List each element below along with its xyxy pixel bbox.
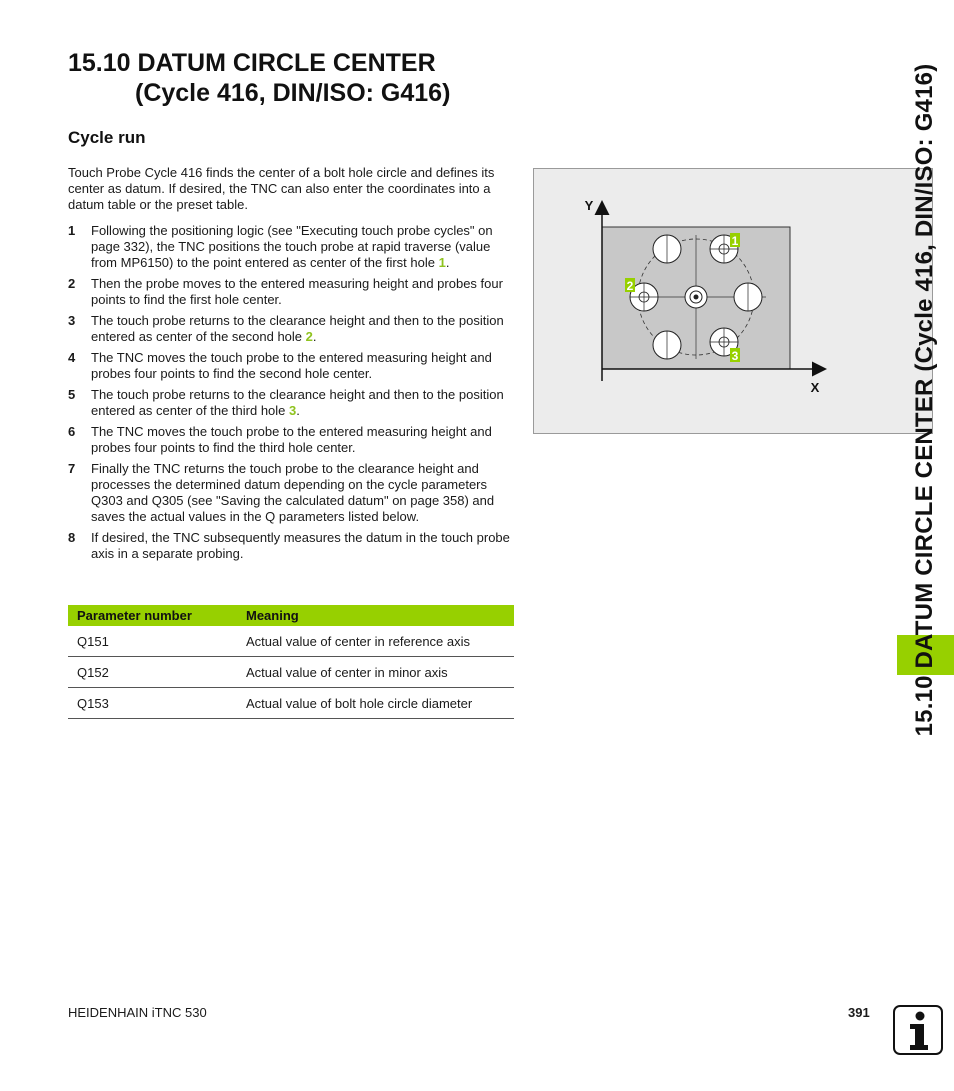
table-header-parameter: Parameter number: [68, 605, 246, 626]
page-title: [68, 48, 450, 108]
table-row: [68, 626, 514, 657]
step-item: [68, 313, 514, 345]
step-item: [68, 350, 514, 382]
step-item: [68, 530, 514, 562]
step-text: The TNC moves the touch probe to the entered measuring height and probes four points to find the third hole center.: [91, 424, 492, 455]
step-number: 7: [68, 461, 76, 476]
step-number: 2: [68, 276, 76, 291]
step-number: 8: [68, 530, 76, 545]
figure-drawing: [534, 169, 932, 433]
step-text: Following the positioning logic (see "Executing touch probe cycles" on page 332), the TNC positions the touch probe at rapid traverse (value from MP6150) to the point entered as center of the first hole: [91, 223, 493, 270]
label-2: 2: [626, 279, 634, 293]
step-highlight: 2: [305, 329, 313, 344]
step-number: 1: [68, 223, 76, 238]
datum-center: [685, 286, 707, 308]
label-1: 1: [731, 234, 739, 248]
step-tail: .: [312, 329, 317, 344]
side-running-title: 15.10 DATUM CIRCLE CENTER (Cycle 416, DIN/ISO: G416): [911, 63, 938, 737]
table-header-row: [68, 605, 514, 626]
step-number: 5: [68, 387, 76, 402]
step-item: [68, 387, 514, 419]
step-item: [68, 223, 514, 271]
title-line-2: (Cycle 416, DIN/ISO: G416): [135, 79, 451, 107]
bolt-circle-figure: [533, 168, 933, 434]
title-line-1: 15.10 DATUM CIRCLE CENTER: [68, 49, 436, 77]
step-number: 6: [68, 424, 76, 439]
hole: [734, 283, 762, 311]
body-text: [68, 165, 514, 567]
step-text: The touch probe returns to the clearance height and then to the position entered as center of the second hole: [91, 313, 504, 344]
step-number: 3: [68, 313, 76, 328]
step-item: [68, 461, 514, 525]
info-icon: [893, 1005, 943, 1055]
table-cell-parameter: Q152: [68, 657, 246, 688]
step-item: [68, 424, 514, 456]
table-cell-meaning: Actual value of center in minor axis: [246, 657, 514, 688]
intro-paragraph: Touch Probe Cycle 416 finds the center of a bolt hole circle and defines its center as datum. If desired, the TNC can also enter the coordinates into a datum table or the preset table.: [68, 165, 495, 212]
table-row: [68, 657, 514, 688]
section-heading: Cycle run: [68, 128, 146, 147]
table-cell-meaning: Actual value of center in reference axis: [246, 626, 514, 657]
table-cell-parameter: Q151: [68, 626, 246, 657]
table-row: [68, 688, 514, 719]
step-item: [68, 276, 514, 308]
step-text: Then the probe moves to the entered measuring height and probes four points to find the first hole center.: [91, 276, 503, 307]
step-tail: .: [445, 255, 450, 270]
x-axis-label: X: [810, 380, 820, 395]
step-highlight: 3: [289, 403, 297, 418]
info-icon-glyph: [895, 1007, 941, 1053]
hole: [653, 331, 681, 359]
step-text: The touch probe returns to the clearance height and then to the position entered as center of the third hole: [91, 387, 504, 418]
step-text: Finally the TNC returns the touch probe to the clearance height and processes the determined datum depending on the cycle parameters Q303 and Q305 (see "Saving the calculated datum" on page 358) and saves the actual values in the Q parameters listed below.: [91, 461, 495, 524]
step-list: [68, 223, 514, 562]
step-text: If desired, the TNC subsequently measures the datum in the touch probe axis in a separate probing.: [91, 530, 510, 561]
label-3: 3: [731, 349, 739, 363]
table-cell-meaning: Actual value of bolt hole circle diameter: [246, 688, 514, 719]
step-number: 4: [68, 350, 76, 365]
footer-product-name: HEIDENHAIN iTNC 530: [68, 1005, 207, 1020]
parameter-table: [68, 605, 514, 719]
page-number: 391: [848, 1005, 870, 1020]
step-tail: .: [296, 403, 300, 418]
step-text: The TNC moves the touch probe to the entered measuring height and probes four points to find the second hole center.: [91, 350, 492, 381]
hole: [653, 235, 681, 263]
table-cell-parameter: Q153: [68, 688, 246, 719]
table-header-meaning: Meaning: [246, 605, 514, 626]
y-axis-label: Y: [584, 198, 594, 213]
step-highlight: 1: [438, 255, 446, 270]
